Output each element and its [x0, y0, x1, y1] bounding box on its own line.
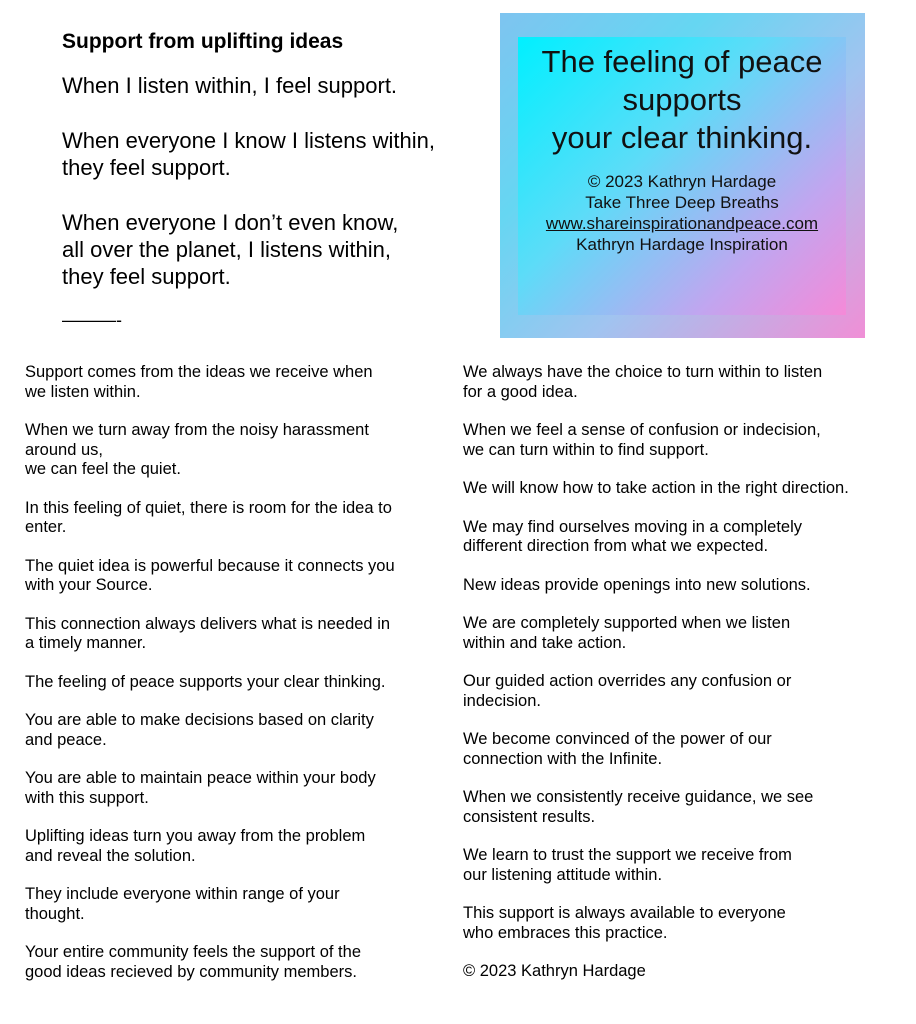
intro-line: When I listen within, I feel support.: [62, 73, 398, 98]
paragraph: We always have the choice to turn within to listen for a good idea.: [463, 363, 823, 401]
right-column: [463, 363, 903, 1001]
quote-card: [500, 13, 865, 338]
card-quote-line: supports: [622, 82, 742, 117]
intro-block: [62, 72, 492, 330]
paragraph: New ideas provide openings into new solutions.: [463, 575, 811, 594]
paragraph: Our guided action overrides any confusion or indecision.: [463, 672, 792, 710]
paragraph: This connection always delivers what is needed in a timely manner.: [25, 614, 391, 652]
page-title: Support from uplifting ideas: [62, 30, 344, 53]
card-credits: [518, 171, 846, 255]
paragraph: They include everyone within range of your thought.: [25, 885, 340, 923]
card-quote: [518, 37, 846, 157]
paragraph: We will know how to take action in the right direction.: [463, 479, 849, 497]
paragraph: You are able to maintain peace within your body with this support.: [25, 769, 376, 807]
left-column: [25, 363, 445, 1001]
intro-line: When everyone I know I listens within, they feel support.: [62, 128, 435, 180]
card-quote-line: The feeling of peace: [541, 44, 823, 79]
intro-line: When everyone I don’t even know, all over the planet, I listens within, they feel support.: [62, 210, 399, 289]
card-quote-line: your clear thinking.: [551, 120, 813, 155]
paragraph: When we turn away from the noisy harassment around us, we can feel the quiet.: [25, 421, 369, 478]
paragraph: In this feeling of quiet, there is room for the idea to enter.: [25, 498, 392, 536]
website-link[interactable]: www.shareinspirationandpeace.com: [545, 214, 819, 233]
paragraph: We may find ourselves moving in a completely different direction from what we expected.: [463, 517, 803, 555]
copyright-footer: © 2023 Kathryn Hardage: [463, 962, 646, 980]
paragraph: The quiet idea is powerful because it connects you with your Source.: [25, 556, 395, 594]
paragraph: The feeling of peace supports your clear thinking.: [25, 672, 386, 691]
paragraph: When we consistently receive guidance, we see consistent results.: [463, 788, 814, 826]
paragraph: Support comes from the ideas we receive when we listen within.: [25, 363, 373, 401]
paragraph: Your entire community feels the support of the good ideas recieved by community members.: [25, 943, 361, 981]
divider: ———-: [62, 310, 122, 330]
quote-card-inner: [518, 37, 846, 315]
card-subtitle: Take Three Deep Breaths: [585, 193, 779, 212]
paragraph: Uplifting ideas turn you away from the problem and reveal the solution.: [25, 827, 366, 865]
paragraph: This support is always available to everyone who embraces this practice.: [463, 904, 786, 942]
card-copyright: © 2023 Kathryn Hardage: [587, 172, 777, 191]
card-brand: Kathryn Hardage Inspiration: [576, 235, 788, 254]
paragraph: When we feel a sense of confusion or indecision, we can turn within to find support.: [463, 421, 821, 459]
paragraph: You are able to make decisions based on clarity and peace.: [25, 711, 374, 749]
paragraph: We learn to trust the support we receive from our listening attitude within.: [463, 846, 792, 884]
paragraph: We become convinced of the power of our connection with the Infinite.: [463, 730, 772, 768]
paragraph: We are completely supported when we listen within and take action.: [463, 614, 791, 652]
